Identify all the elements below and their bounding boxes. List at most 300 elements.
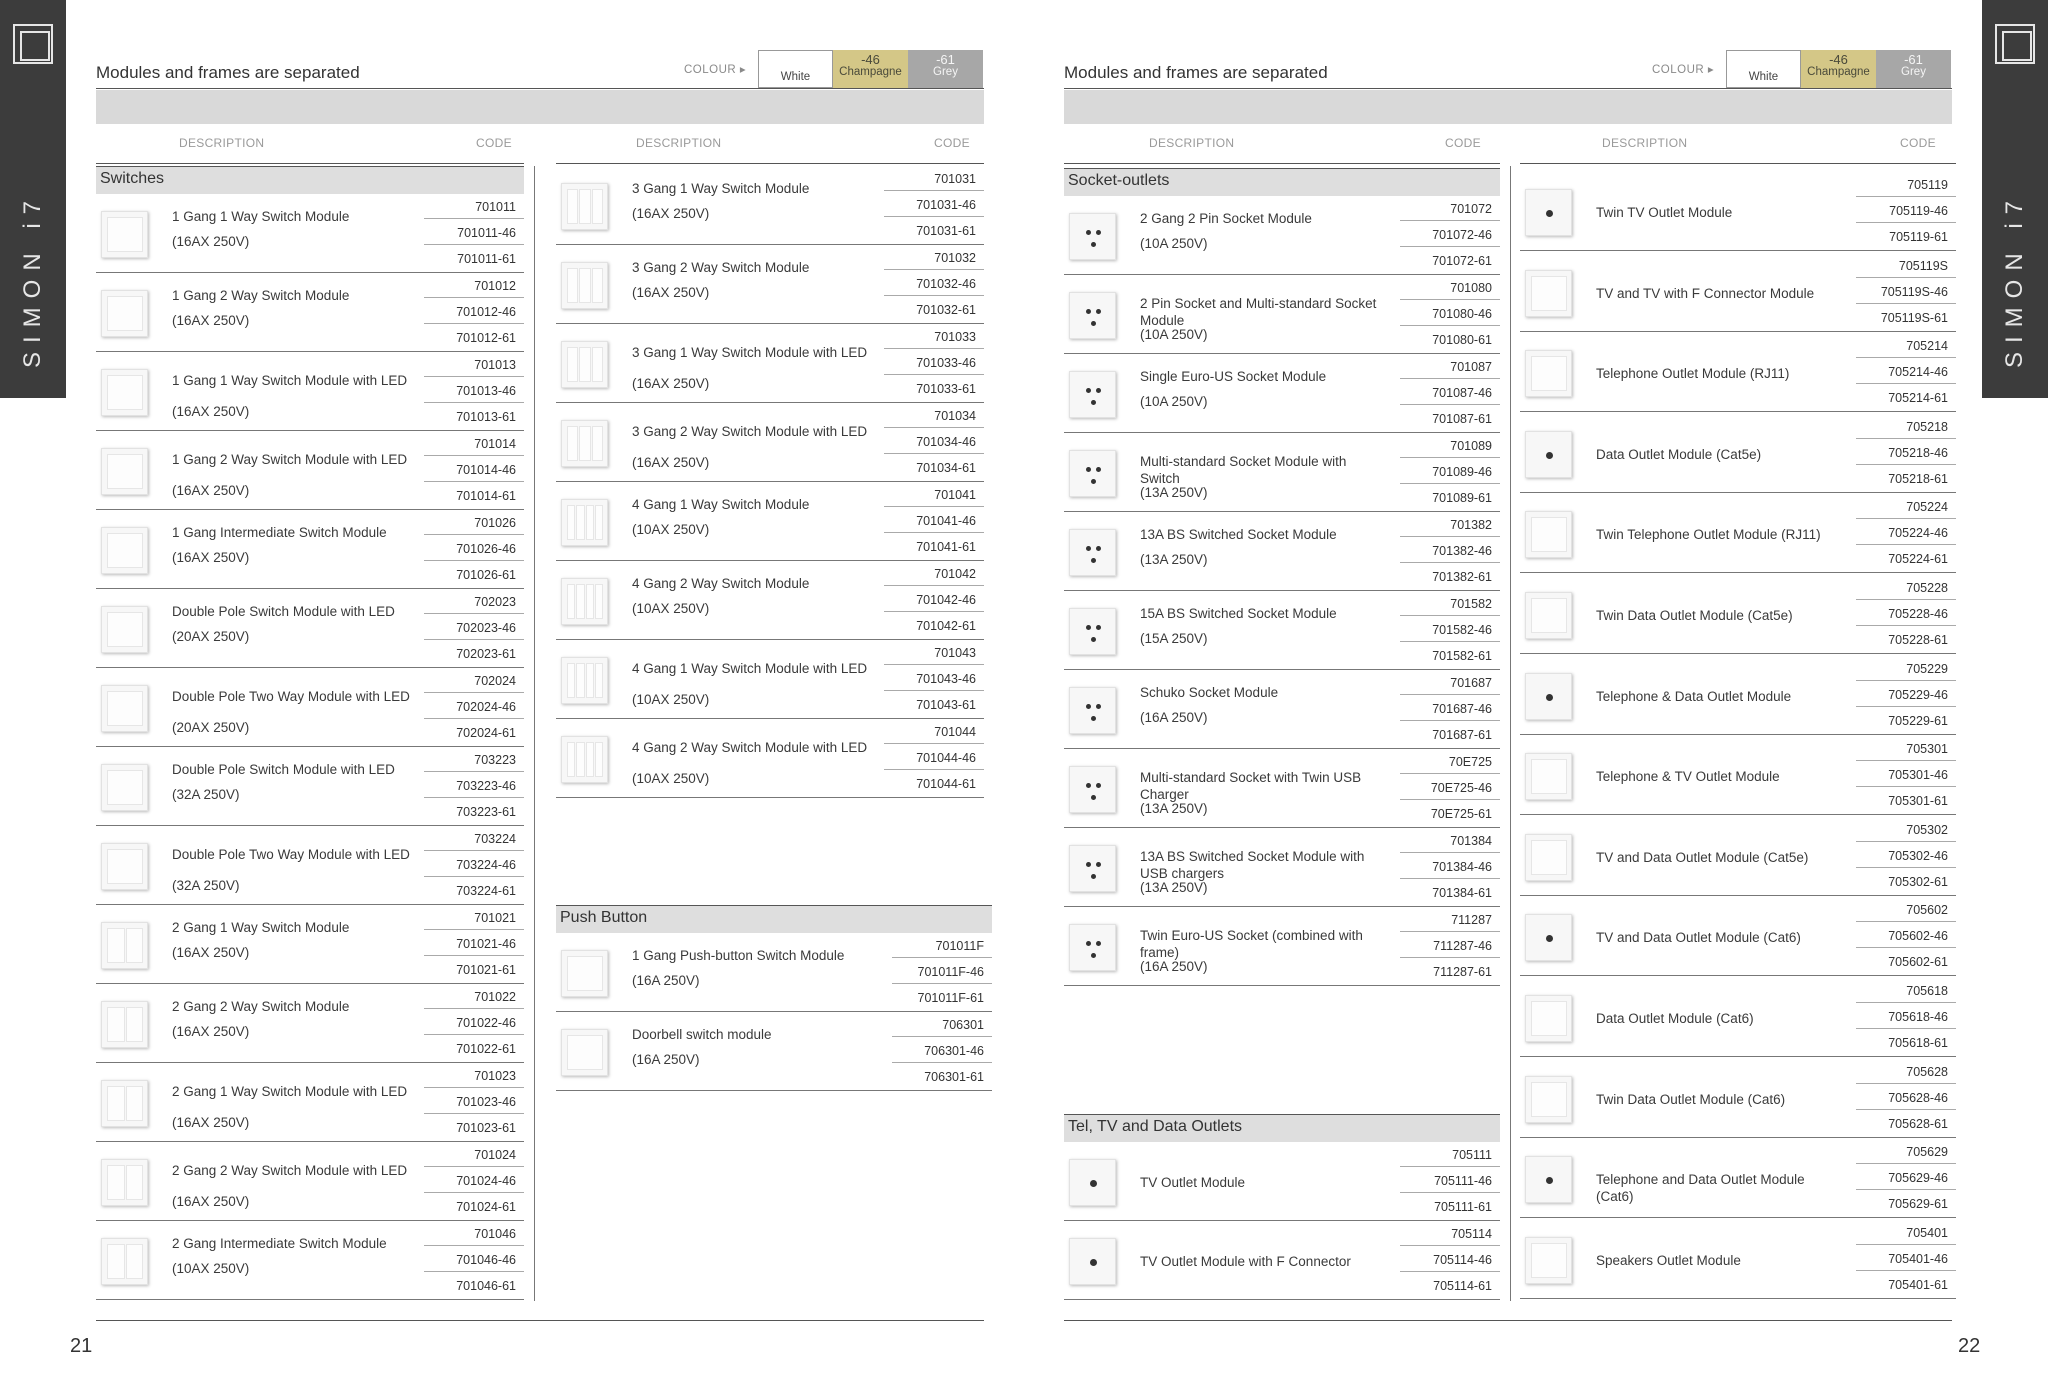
product-row (1520, 817, 1956, 896)
product-name: Twin Data Outlet Module (Cat6) (1596, 1091, 1786, 1107)
product-name: Data Outlet Module (Cat5e) (1596, 446, 1762, 462)
product-code: 703224-46 (456, 858, 516, 872)
product-spec: (16AX 250V) (172, 1024, 250, 1039)
swatch-champagne: -46 Champagne (1801, 50, 1876, 88)
outlet-module-icon (1069, 1238, 1116, 1285)
product-code: 701384-61 (1432, 886, 1492, 900)
switch3-module-icon (561, 341, 608, 388)
product-code: 706301 (942, 1018, 984, 1032)
product-code: 701023-46 (456, 1095, 516, 1109)
socket-module-icon (1069, 608, 1116, 655)
product-row (1064, 749, 1500, 828)
product-code: 706301-46 (924, 1044, 984, 1058)
product-name: Double Pole Two Way Module with LED (172, 847, 410, 862)
product-code: 705228 (1906, 581, 1948, 595)
product-code: 701014 (474, 437, 516, 451)
product-code: 701014-61 (456, 489, 516, 503)
product-code: 701382-46 (1432, 544, 1492, 558)
product-spec: (15A 250V) (1140, 631, 1208, 646)
product-name: 3 Gang 2 Way Switch Module (632, 260, 810, 275)
product-code: 701022-61 (456, 1042, 516, 1056)
product-code: 705302-46 (1888, 848, 1948, 863)
switch-module-icon (101, 527, 148, 574)
product-code: 701024-61 (456, 1200, 516, 1214)
product-code: 70E725-61 (1430, 807, 1492, 821)
product-spec: (16AX 250V) (172, 313, 250, 328)
product-code: 701021-46 (456, 937, 516, 951)
product-code: 705114-61 (1433, 1279, 1492, 1293)
product-spec: (16AX 250V) (172, 234, 250, 249)
product-code: 705229-46 (1888, 687, 1948, 702)
switch3-module-icon (561, 657, 608, 704)
product-spec: (16AX 250V) (172, 550, 250, 565)
product-code: 701087-61 (1432, 412, 1492, 426)
product-code: 701034-61 (916, 461, 976, 475)
switch-module-icon (101, 606, 148, 653)
product-code: 705602-46 (1888, 929, 1948, 944)
colour-label: COLOUR ▸ (684, 64, 747, 76)
product-name: Telephone and Data Outlet Module (Cat6) (1596, 1172, 1805, 1205)
product-name: Single Euro-US Socket Module (1140, 369, 1327, 384)
product-code: 705111-46 (1434, 1174, 1492, 1188)
product-code: 705628 (1906, 1064, 1948, 1079)
plain-module-icon (1525, 350, 1572, 397)
plain-module-icon (1525, 753, 1572, 800)
product-name: 4 Gang 2 Way Switch Module with LED (632, 740, 868, 755)
product-code: 701024-46 (456, 1174, 516, 1188)
product-spec: (16AX 250V) (172, 1194, 250, 1209)
product-code: 701021-61 (456, 963, 516, 977)
product-row (1520, 253, 1956, 332)
product-code: 703223-46 (456, 779, 516, 793)
brand-name: SIMON i7 (19, 191, 47, 369)
product-name: Telephone & TV Outlet Module (1596, 769, 1780, 785)
product-spec: (16A 250V) (1140, 959, 1208, 974)
product-code: 711287 (1451, 913, 1492, 927)
product-name: 13A BS Switched Socket Module with USB chargers (1140, 849, 1365, 881)
product-spec: (10AX 250V) (632, 692, 710, 707)
product-name: 2 Gang Intermediate Switch Module (172, 1236, 387, 1251)
product-code: 701012-61 (456, 331, 516, 345)
product-name: Twin Euro-US Socket (combined with frame) (1140, 928, 1363, 960)
product-name: 2 Gang 1 Way Switch Module with LED (172, 1084, 408, 1099)
product-name: Twin TV Outlet Module (1596, 205, 1733, 220)
socket-module-icon (1069, 213, 1116, 260)
switch-module-icon (101, 685, 148, 732)
page-header-left (96, 50, 984, 126)
plain-module-icon (561, 950, 608, 997)
product-name: TV and Data Outlet Module (Cat6) (1596, 930, 1801, 946)
header-bar (96, 90, 984, 124)
product-name: TV and Data Outlet Module (Cat5e) (1596, 849, 1809, 865)
product-code: 70E725-46 (1430, 781, 1492, 795)
product-code: 705228-61 (1888, 633, 1948, 647)
product-row (96, 668, 524, 747)
product-row (96, 194, 524, 273)
product-name: TV and TV with F Connector Module (1596, 285, 1815, 301)
product-code: 705301-61 (1888, 794, 1948, 809)
swatch-grey: -61 Grey (1876, 50, 1951, 88)
product-code: 705111-61 (1434, 1200, 1492, 1214)
product-row (96, 510, 524, 589)
product-code: 701022-46 (456, 1016, 516, 1030)
product-code: 702024 (474, 674, 516, 688)
product-code: 701023 (474, 1069, 516, 1083)
product-name: Multi-standard Socket with Twin USB Charger (1140, 770, 1362, 802)
switch3-module-icon (561, 736, 608, 783)
product-code: 701072 (1450, 202, 1492, 216)
outlet-module-icon (1525, 189, 1572, 236)
plain-module-icon (1525, 592, 1572, 639)
product-code: 705228-46 (1888, 607, 1948, 621)
product-row (1064, 670, 1500, 749)
product-code: 701044-61 (916, 777, 976, 791)
product-spec: (10AX 250V) (632, 522, 710, 537)
product-row (556, 561, 984, 640)
product-code: 701042 (934, 567, 976, 581)
swatch-grey: -61 Grey (908, 50, 983, 88)
plain-module-icon (1525, 511, 1572, 558)
product-row (556, 1012, 992, 1091)
product-code: 701032-46 (916, 277, 976, 291)
product-code: 705119-46 (1889, 204, 1948, 218)
simon-logo-icon (1995, 24, 2035, 64)
product-name: 2 Gang 2 Way Switch Module with LED (172, 1163, 408, 1178)
product-code: 701043 (934, 646, 976, 660)
product-code: 705618-61 (1888, 1036, 1948, 1050)
product-code: 705629 (1906, 1145, 1948, 1160)
product-code: 701011F-46 (917, 965, 984, 979)
product-name: TV Outlet Module with F Connector (1140, 1254, 1351, 1269)
product-spec: (16AX 250V) (632, 285, 710, 300)
product-code: 701042-61 (916, 619, 976, 633)
product-code: 701687 (1450, 676, 1492, 690)
product-code: 701011-61 (457, 252, 516, 266)
product-name: 1 Gang 1 Way Switch Module with LED (172, 373, 408, 388)
product-code: 705224-46 (1888, 526, 1948, 541)
product-name: TV Outlet Module (1140, 1175, 1246, 1190)
product-code: 701044-46 (916, 751, 976, 765)
column-header: DESCRIPTION CODE (96, 134, 524, 164)
swatch-champagne: -46 Champagne (833, 50, 908, 88)
switch3-module-icon (561, 183, 608, 230)
product-code: 701011-46 (457, 226, 516, 240)
product-row (556, 245, 984, 324)
switch3-module-icon (561, 420, 608, 467)
product-row (1520, 333, 1956, 412)
product-code: 705114-46 (1433, 1253, 1492, 1267)
product-code: 701013-61 (456, 410, 516, 424)
product-spec: (13A 250V) (1140, 801, 1208, 816)
product-code: 705401 (1906, 1225, 1948, 1240)
product-code: 701089-61 (1432, 491, 1492, 505)
product-code: 701013 (474, 358, 516, 372)
product-name: 3 Gang 1 Way Switch Module (632, 181, 810, 196)
product-code: 701022 (474, 990, 516, 1004)
socket-module-icon (1069, 371, 1116, 418)
socket-module-icon (1069, 450, 1116, 497)
product-code: 711287-46 (1433, 939, 1492, 953)
product-row (1064, 275, 1500, 354)
product-code: 701023-61 (456, 1121, 516, 1135)
product-code: 705401-61 (1888, 1277, 1948, 1292)
product-name: 2 Pin Socket and Multi-standard Socket Module (1140, 296, 1377, 328)
product-spec: (10AX 250V) (632, 771, 710, 786)
product-row (1520, 494, 1956, 573)
product-code: 701041 (934, 488, 976, 502)
product-code: 701033-61 (916, 382, 976, 396)
product-code: 701080-46 (1432, 307, 1492, 321)
product-code: 705602 (1906, 903, 1948, 918)
product-spec: (16A 250V) (632, 1052, 700, 1067)
product-row (96, 984, 524, 1063)
switch-module-icon (101, 1001, 148, 1048)
product-code: 701687-61 (1432, 728, 1492, 742)
plain-module-icon (1525, 270, 1572, 317)
product-code: 701026 (474, 516, 516, 530)
product-spec: (13A 250V) (1140, 485, 1208, 500)
product-code: 705401-46 (1888, 1251, 1948, 1266)
product-code: 701041-61 (916, 540, 976, 554)
swatch-white: White (1726, 50, 1801, 88)
switch3-module-icon (561, 578, 608, 625)
product-code: 701087-46 (1432, 386, 1492, 400)
product-code: 705214-61 (1888, 391, 1948, 406)
product-code: 701033 (934, 330, 976, 344)
product-row (1520, 1059, 1956, 1138)
product-code: 701582 (1450, 597, 1492, 611)
product-name: Twin Data Outlet Module (Cat5e) (1596, 608, 1793, 623)
product-name: 15A BS Switched Socket Module (1140, 606, 1337, 621)
product-code: 705602-61 (1888, 955, 1948, 970)
product-code: 701072-46 (1432, 228, 1492, 242)
product-name: Double Pole Two Way Module with LED (172, 689, 410, 704)
product-row (1064, 591, 1500, 670)
product-code: 705302 (1906, 822, 1948, 837)
switch-module-icon (101, 211, 148, 258)
page-title: Modules and frames are separated (1064, 63, 1328, 82)
category-push-button: Push Button (556, 905, 992, 933)
category-switches: Switches (96, 166, 524, 194)
product-code: 701384 (1450, 834, 1492, 848)
product-spec: (10A 250V) (1140, 236, 1208, 251)
product-code: 701080 (1450, 281, 1492, 295)
brand-tab-left (0, 0, 66, 398)
product-spec: (16AX 250V) (172, 404, 250, 419)
switch3-module-icon (561, 499, 608, 546)
column-header: DESCRIPTION CODE (1064, 134, 1500, 164)
product-code: 705218-46 (1888, 445, 1948, 460)
product-spec: (20AX 250V) (172, 629, 250, 644)
product-code: 701044 (934, 725, 976, 739)
product-row (1520, 1139, 1956, 1218)
switch-module-icon (101, 843, 148, 890)
product-row (1064, 907, 1500, 986)
switch-module-icon (101, 1238, 148, 1285)
product-code: 702023-61 (456, 647, 516, 661)
product-code: 705214-46 (1888, 365, 1948, 380)
product-code: 705114 (1451, 1227, 1492, 1241)
column-header: DESCRIPTION CODE (556, 134, 984, 164)
product-code: 701012-46 (456, 305, 516, 319)
product-name: 1 Gang Intermediate Switch Module (172, 525, 387, 540)
product-spec: (20AX 250V) (172, 720, 250, 735)
product-row (556, 640, 984, 719)
product-spec: (10AX 250V) (632, 601, 710, 616)
outlet-module-icon (1069, 1159, 1116, 1206)
product-code: 701046-46 (456, 1253, 516, 1267)
product-row (556, 324, 984, 403)
product-row (1064, 512, 1500, 591)
socket-module-icon (1069, 529, 1116, 576)
product-code: 705119S-61 (1880, 310, 1948, 325)
product-name: 13A BS Switched Socket Module (1140, 527, 1337, 542)
product-row (96, 273, 524, 352)
product-code: 701024 (474, 1148, 516, 1162)
product-row (96, 352, 524, 431)
switch-module-icon (101, 448, 148, 495)
page-number-left: 21 (70, 1335, 93, 1357)
product-code: 701046-61 (456, 1279, 516, 1293)
product-spec: (16AX 250V) (172, 945, 250, 960)
product-row (96, 589, 524, 668)
product-row (1064, 828, 1500, 907)
product-spec: (16A 250V) (632, 973, 700, 988)
product-spec: (13A 250V) (1140, 880, 1208, 895)
product-code: 701031-61 (916, 224, 976, 238)
product-code: 705229 (1906, 661, 1948, 676)
page-title: Modules and frames are separated (96, 63, 360, 82)
product-spec: (16AX 250V) (632, 376, 710, 391)
product-row (96, 431, 524, 510)
product-name: Data Outlet Module (Cat6) (1596, 1011, 1754, 1026)
socket-module-icon (1069, 845, 1116, 892)
category-socket-outlets: Socket-outlets (1064, 168, 1500, 196)
product-code: 701033-46 (916, 356, 976, 370)
product-spec: (16AX 250V) (632, 206, 710, 221)
socket-module-icon (1069, 766, 1116, 813)
product-code: 706301-61 (924, 1070, 984, 1084)
product-code: 705119 (1907, 178, 1948, 192)
product-code: 701087 (1450, 360, 1492, 374)
plain-module-icon (1525, 1076, 1572, 1123)
column-header: DESCRIPTION CODE (1520, 134, 1956, 164)
page-header-right (1064, 50, 1952, 126)
product-row (1064, 433, 1500, 512)
product-name: 1 Gang 2 Way Switch Module with LED (172, 452, 408, 467)
outlet-module-icon (1525, 673, 1572, 720)
product-spec: (16AX 250V) (172, 1115, 250, 1130)
simon-logo-icon (13, 24, 53, 64)
product-name: 4 Gang 2 Way Switch Module (632, 576, 810, 591)
product-row (96, 1221, 524, 1300)
product-spec: (16A 250V) (1140, 710, 1208, 725)
product-code: 701089 (1450, 439, 1492, 453)
product-code: 701011 (475, 200, 516, 214)
product-code: 703223 (474, 753, 516, 767)
product-name: Doorbell switch module (632, 1027, 772, 1042)
product-name: 4 Gang 1 Way Switch Module with LED (632, 661, 868, 676)
product-code: 703224-61 (456, 884, 516, 898)
product-spec: (10A 250V) (1140, 394, 1208, 409)
product-code: 701021 (474, 911, 516, 925)
product-code: 705224-61 (1888, 552, 1948, 567)
product-row (1064, 1142, 1500, 1221)
switch-module-icon (101, 1080, 148, 1127)
product-name: Speakers Outlet Module (1596, 1252, 1741, 1268)
product-name: 1 Gang 1 Way Switch Module (172, 209, 350, 224)
product-code: 705302-61 (1888, 874, 1948, 889)
product-code: 703224 (474, 832, 516, 846)
product-code: 705229-61 (1888, 713, 1948, 728)
switch-module-icon (101, 922, 148, 969)
product-row (1520, 414, 1956, 493)
product-row (1520, 172, 1956, 251)
product-code: 701013-46 (456, 384, 516, 398)
plain-module-icon (1525, 995, 1572, 1042)
product-row (1064, 196, 1500, 275)
product-code: 705301-46 (1888, 768, 1948, 783)
product-code: 70E725 (1448, 755, 1492, 769)
plain-module-icon (1525, 834, 1572, 881)
product-spec: (13A 250V) (1140, 552, 1208, 567)
product-code: 701014-46 (456, 463, 516, 477)
product-row (1520, 656, 1956, 735)
product-row (1520, 1220, 1956, 1299)
product-code: 702024-61 (456, 726, 516, 740)
product-code: 701026-61 (456, 568, 516, 582)
product-row (1064, 354, 1500, 433)
product-name: 3 Gang 1 Way Switch Module with LED (632, 345, 868, 360)
switch3-module-icon (561, 262, 608, 309)
product-spec: (16AX 250V) (632, 455, 710, 470)
product-code: 701034-46 (916, 435, 976, 449)
product-code: 701687-46 (1432, 702, 1492, 716)
product-code: 705218 (1906, 419, 1948, 434)
brand-name: SIMON i7 (2001, 191, 2029, 369)
product-name: 3 Gang 2 Way Switch Module with LED (632, 424, 868, 439)
product-row (1520, 575, 1956, 654)
product-row (556, 166, 984, 245)
product-name: Telephone Outlet Module (RJ11) (1596, 366, 1790, 382)
product-row (556, 482, 984, 561)
product-name: 4 Gang 1 Way Switch Module (632, 497, 810, 512)
product-spec: (32A 250V) (172, 878, 240, 893)
product-code: 701031-46 (916, 198, 976, 212)
product-name: Telephone & Data Outlet Module (1596, 688, 1792, 704)
product-code: 701011F (935, 939, 984, 953)
product-name: Double Pole Switch Module with LED (172, 604, 395, 619)
product-row (96, 826, 524, 905)
product-code: 705628-46 (1888, 1090, 1948, 1105)
product-name: 1 Gang Push-button Switch Module (632, 948, 845, 963)
product-row (556, 403, 984, 482)
plain-module-icon (1525, 1237, 1572, 1284)
product-spec: (32A 250V) (172, 787, 240, 802)
product-code: 701012 (474, 279, 516, 293)
product-code: 701582-61 (1432, 649, 1492, 663)
product-name: Double Pole Switch Module with LED (172, 762, 395, 777)
socket-module-icon (1069, 687, 1116, 734)
product-code: 705111 (1452, 1148, 1492, 1162)
product-spec: (10AX 250V) (172, 1261, 250, 1276)
product-code: 701032 (934, 251, 976, 265)
socket-module-icon (1069, 292, 1116, 339)
product-code: 705119-61 (1889, 230, 1948, 244)
product-name: 2 Gang 2 Way Switch Module (172, 999, 350, 1014)
switch-module-icon (101, 764, 148, 811)
product-code: 701046 (474, 1227, 516, 1241)
